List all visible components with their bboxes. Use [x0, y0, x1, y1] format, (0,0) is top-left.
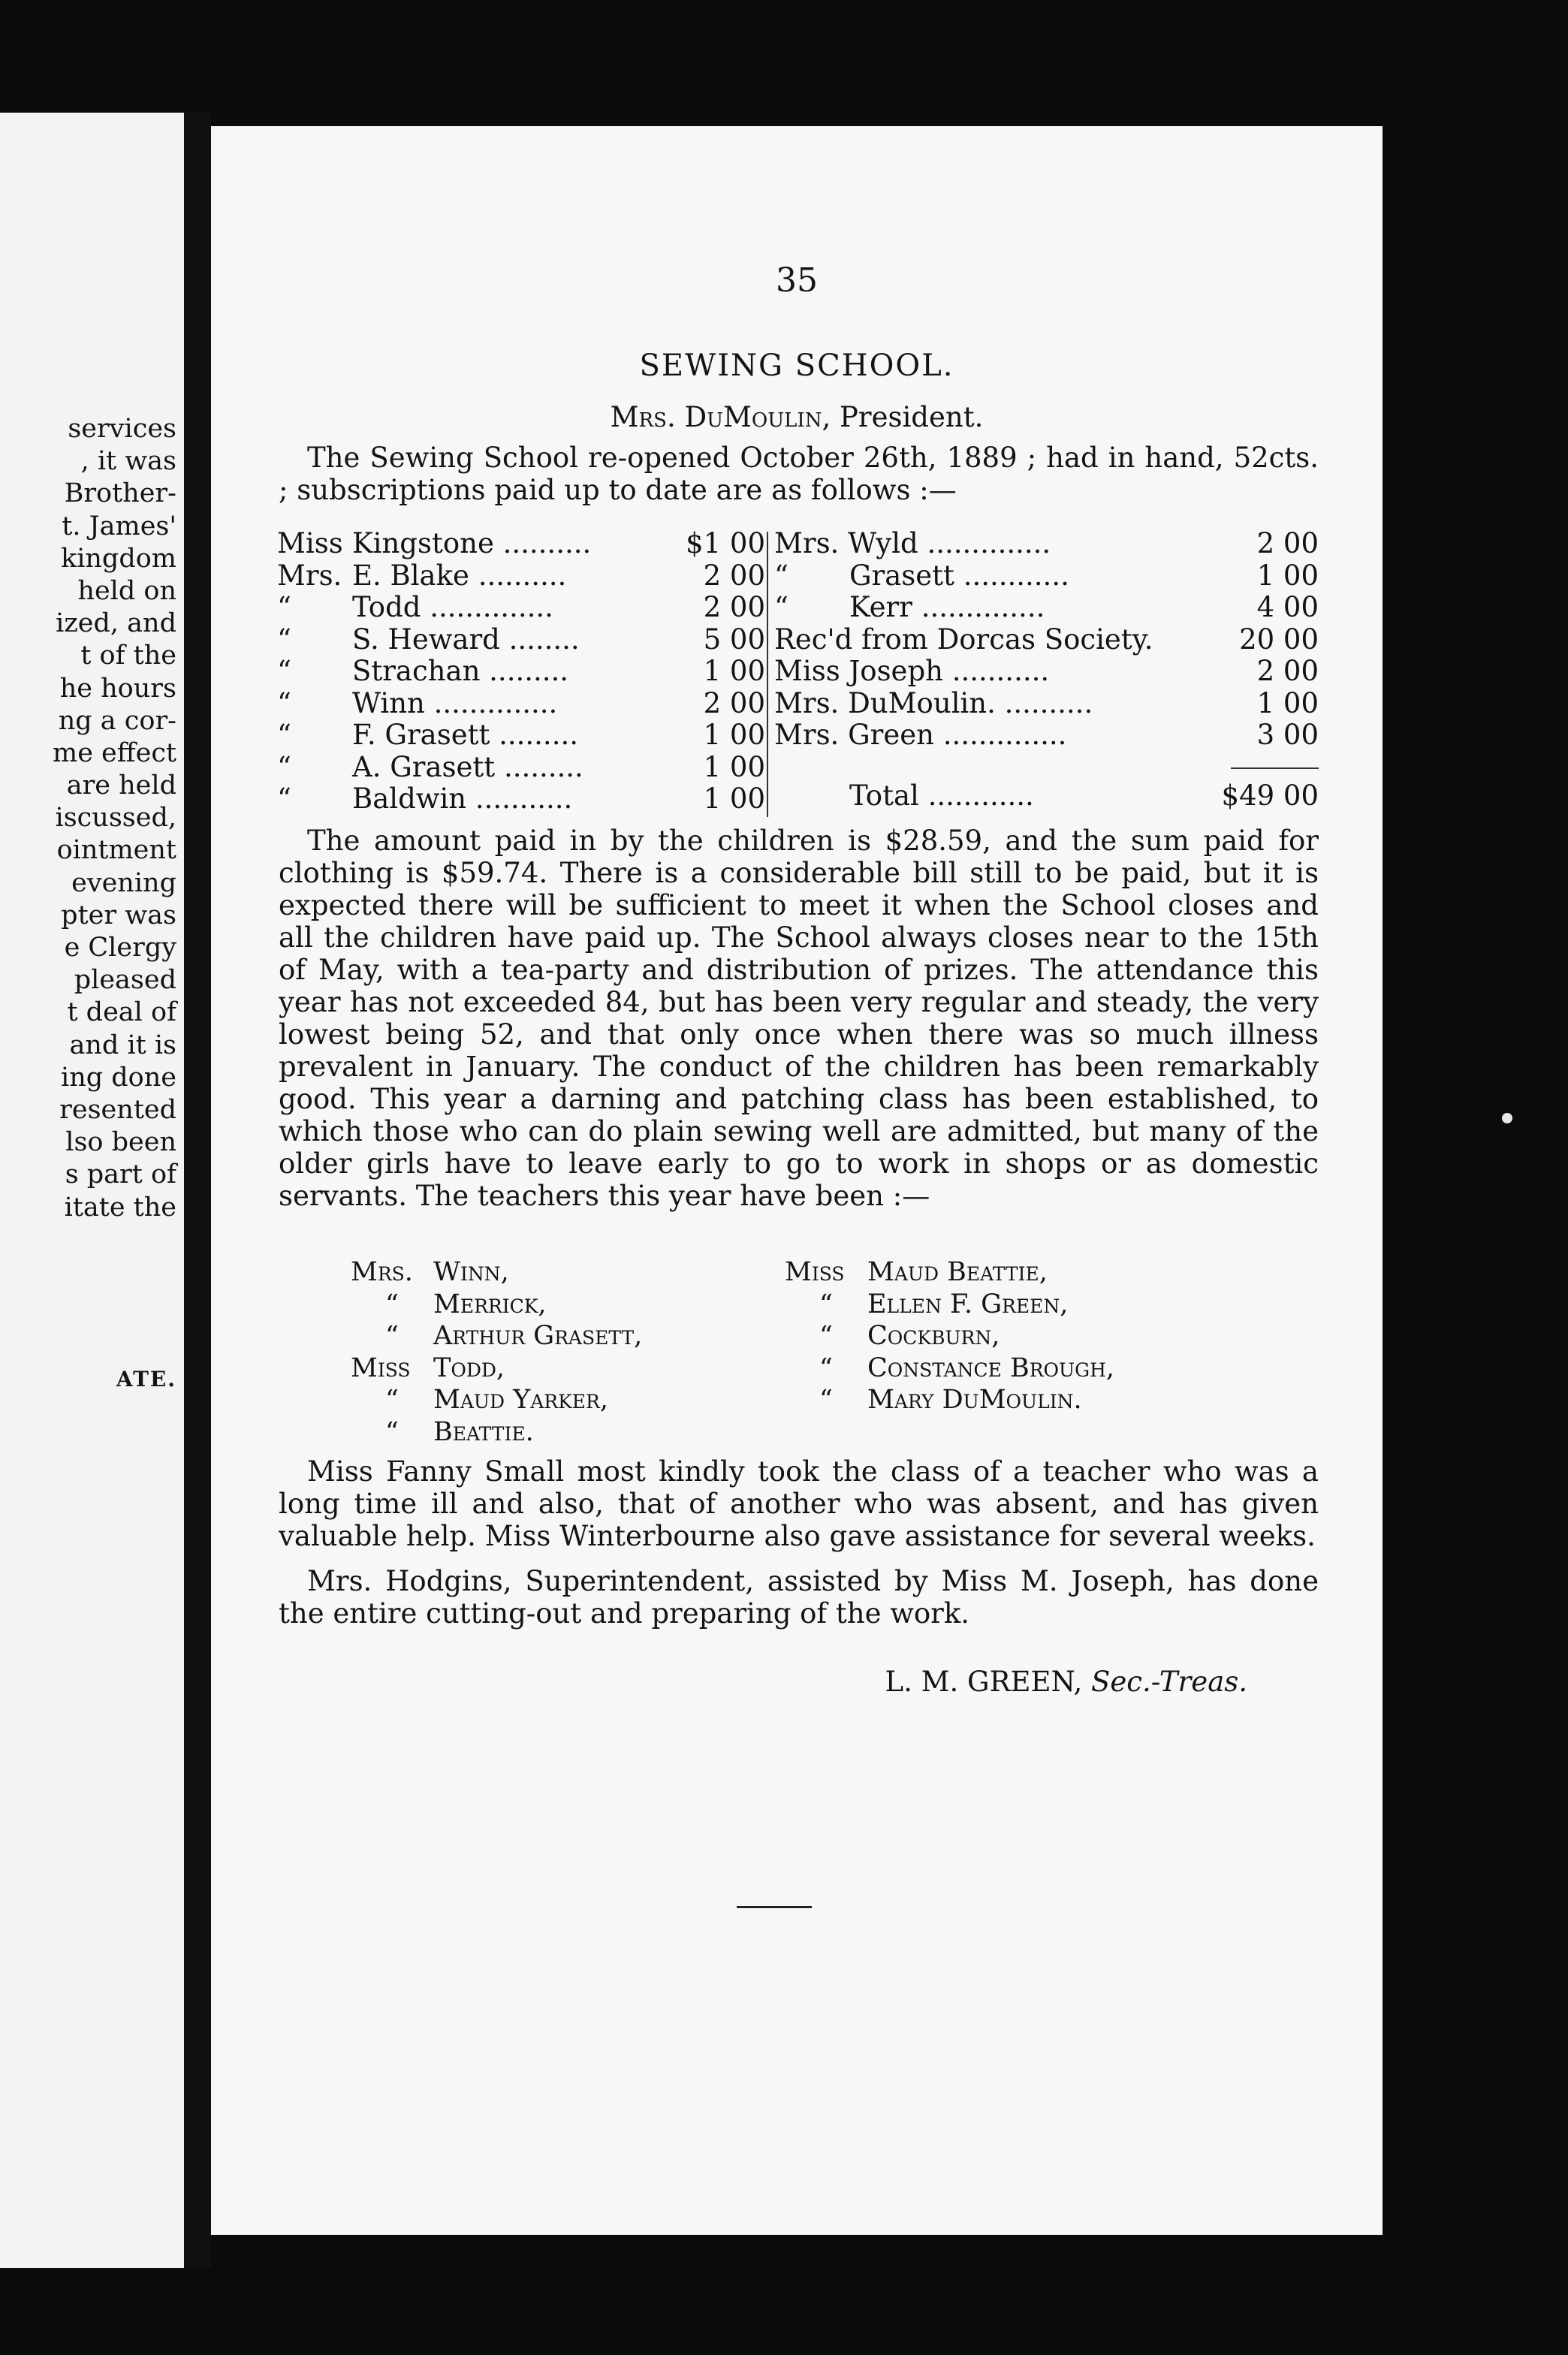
- teacher-entry: [785, 1257, 1114, 1289]
- teacher-prefix: “: [385, 1385, 399, 1415]
- total-rule: [1231, 767, 1319, 769]
- scan-artifact-dot: [1502, 1113, 1512, 1123]
- subscriber-prefix: “: [277, 750, 291, 783]
- teacher-name: Ellen F. Green,: [867, 1289, 1069, 1319]
- teacher-name: Arthur Grasett,: [433, 1321, 643, 1351]
- subscriber-name: Kerr: [849, 591, 912, 623]
- teacher-entry: [351, 1385, 642, 1417]
- president-line: [211, 401, 1383, 433]
- previous-page-line: held on: [77, 575, 176, 606]
- teacher-name: Beattie.: [433, 1416, 534, 1447]
- subscriber-name: Rec'd from Dorcas Society.: [774, 623, 1153, 656]
- teacher-entry: [351, 1257, 642, 1289]
- total-row: [774, 779, 1319, 812]
- subscriber-prefix: Miss: [277, 527, 343, 559]
- subscription-amount: 1 00: [1256, 559, 1319, 592]
- intro-paragraph: [279, 442, 1319, 506]
- president-role: President.: [839, 401, 984, 433]
- subscription-amount: 3 00: [1256, 719, 1319, 751]
- previous-page-line: evening: [71, 867, 176, 898]
- document-page: [211, 126, 1383, 2235]
- teacher-name: Winn,: [433, 1257, 509, 1287]
- section-heading: SEWING SCHOOL.: [639, 348, 954, 383]
- subscription-row: [774, 591, 1319, 623]
- teacher-entry: [351, 1417, 642, 1449]
- previous-page-line: are held: [66, 770, 176, 801]
- previous-page-line: and it is: [69, 1030, 176, 1060]
- subscriber-name: E. Blake: [352, 559, 469, 592]
- previous-page-line: he hours: [59, 673, 176, 704]
- subscription-row: [774, 655, 1319, 687]
- subscriber-prefix: Mrs.: [277, 559, 342, 592]
- previous-page-line: ng a cor-: [58, 705, 176, 736]
- previous-page-line: Brother-: [64, 478, 176, 509]
- subscription-row: [774, 623, 1319, 656]
- subscriber-prefix: “: [277, 686, 291, 719]
- total-label: Total: [849, 779, 919, 812]
- teacher-name: Cockburn,: [867, 1321, 1000, 1351]
- subscription-amount: $1 00: [686, 527, 765, 559]
- previous-page-line: pleased: [74, 965, 176, 996]
- previous-page-line: pter was: [61, 900, 176, 930]
- subscriber-prefix: “: [277, 719, 291, 751]
- leader-dots: .........: [489, 655, 569, 687]
- teacher-entry: [785, 1353, 1114, 1386]
- previous-page-line: kingdom: [60, 543, 176, 574]
- book-gutter: [184, 113, 211, 2268]
- previous-page-fragment: [0, 113, 184, 2268]
- previous-page-line: e Clergy: [64, 933, 176, 963]
- subscriber-name: A. Grasett: [352, 750, 496, 783]
- leader-dots: ...........: [475, 782, 573, 815]
- leader-dots: ..........: [1004, 686, 1093, 719]
- president-name: Mrs. DuMoulin,: [610, 401, 831, 433]
- previous-page-line: t of the: [80, 641, 176, 671]
- teacher-name: Mary DuMoulin.: [867, 1385, 1082, 1415]
- teachers-right-column: [785, 1257, 1114, 1417]
- teacher-name: Merrick,: [433, 1289, 547, 1319]
- subscription-amount: 2 00: [1256, 655, 1319, 687]
- subscription-row: [277, 719, 765, 751]
- subscriber-name: Winn: [352, 686, 425, 719]
- subscription-row: [277, 751, 765, 783]
- subscriber-prefix: “: [277, 782, 291, 815]
- previous-page-line: , it was: [80, 446, 176, 477]
- leader-dots: ..............: [430, 591, 553, 623]
- subscriber-name: Mrs. DuMoulin.: [774, 686, 996, 719]
- previous-page-line: ing done: [61, 1062, 176, 1093]
- subscriber-name: Kingstone: [352, 527, 494, 559]
- subscriber-name: F. Grasett: [352, 719, 490, 751]
- teacher-name: Todd,: [433, 1352, 505, 1383]
- previous-page-line: s part of: [65, 1159, 176, 1190]
- subscription-amount: 1 00: [703, 719, 765, 751]
- body-paragraph: [279, 825, 1319, 1212]
- teacher-prefix: “: [385, 1321, 399, 1351]
- total-amount: $49 00: [1221, 779, 1319, 812]
- subscription-row: [277, 591, 765, 623]
- assistance-text: Miss Fanny Small most kindly took the class of a teacher who was a long time ill and also, that of another who was absent, and has given valuable help. Miss Winterbourne also gave assistance for several weeks.: [279, 1455, 1319, 1552]
- leader-dots: ............: [963, 559, 1069, 592]
- teacher-entry: [785, 1321, 1114, 1353]
- previous-page-line: services: [68, 414, 176, 444]
- total-dots: ............: [927, 779, 1034, 812]
- superintendent-text: Mrs. Hodgins, Superintendent, assisted by Miss M. Joseph, has done the entire cutting-out and preparing of the work.: [279, 1565, 1319, 1630]
- subscriber-name: Strachan: [352, 655, 481, 687]
- subscription-row: [277, 655, 765, 687]
- teacher-entry: [351, 1321, 642, 1353]
- teacher-prefix: Mrs.: [351, 1257, 413, 1287]
- subscriber-prefix: “: [277, 655, 291, 687]
- signature-title: Sec.-Treas.: [1091, 1666, 1247, 1698]
- teacher-prefix: “: [819, 1352, 833, 1383]
- teachers-left-column: [351, 1257, 642, 1449]
- teacher-prefix: Miss: [785, 1257, 845, 1287]
- subscription-amount: 20 00: [1239, 623, 1319, 656]
- subscriber-name: S. Heward: [352, 623, 500, 656]
- previous-page-line: iscussed,: [55, 803, 176, 834]
- subscription-amount: 1 00: [703, 655, 765, 687]
- leader-dots: ..............: [927, 527, 1051, 559]
- subscription-row: [277, 559, 765, 592]
- teacher-name: Constance Brough,: [867, 1352, 1115, 1383]
- subscriber-prefix: “: [774, 559, 789, 592]
- teacher-prefix: “: [385, 1416, 399, 1447]
- subscription-amount: 2 00: [703, 686, 765, 719]
- teacher-entry: [785, 1385, 1114, 1417]
- previous-page-line: ointment: [56, 835, 176, 866]
- teacher-prefix: “: [819, 1385, 833, 1415]
- superintendent-paragraph: [279, 1565, 1319, 1630]
- previous-page-line: t deal of: [67, 997, 176, 1028]
- intro-text: The Sewing School re-opened October 26th, 1889 ; had in hand, 52cts. ; subscriptions paid up to date are as follows :—: [279, 442, 1319, 506]
- subscription-row: [277, 623, 765, 656]
- previous-page-line: itate the: [64, 1192, 176, 1223]
- subscription-row: [774, 687, 1319, 719]
- signature-name: L. M. GREEN,: [885, 1666, 1083, 1698]
- subscription-amount: 1 00: [703, 782, 765, 815]
- leader-dots: ..............: [433, 686, 558, 719]
- subscriber-prefix: “: [277, 623, 291, 656]
- subscription-row: [277, 782, 765, 815]
- teacher-entry: [351, 1289, 642, 1322]
- page-number: 35: [776, 261, 818, 300]
- leader-dots: .........: [503, 750, 583, 783]
- signature: [211, 1666, 1247, 1698]
- subscription-amount: 1 00: [1256, 686, 1319, 719]
- subscriber-prefix: “: [774, 591, 789, 623]
- teacher-prefix: “: [819, 1289, 833, 1319]
- leader-dots: ..........: [502, 527, 592, 559]
- teacher-prefix: “: [819, 1321, 833, 1351]
- teacher-prefix: “: [385, 1289, 399, 1319]
- previous-page-line: lso been: [65, 1127, 176, 1158]
- subscriptions-left-column: [277, 527, 765, 815]
- subscription-amount: 2 00: [1256, 527, 1319, 559]
- previous-page-text: [0, 413, 176, 1224]
- subscriber-prefix: “: [277, 591, 291, 623]
- subscription-row: [774, 719, 1319, 751]
- teacher-name: Maud Beattie,: [867, 1257, 1048, 1287]
- subscriber-name: Grasett: [849, 559, 954, 592]
- teacher-entry: [785, 1289, 1114, 1322]
- subscription-row: [277, 687, 765, 719]
- previous-page-line: resented: [59, 1094, 176, 1125]
- subscription-amount: 5 00: [703, 623, 765, 656]
- assistance-paragraph: [279, 1455, 1319, 1552]
- body-text: The amount paid in by the children is $28.59, and the sum paid for clothing is $59.74. There is a considerable bill still to be paid, but it is expected there will be sufficient to meet it when the School closes and all the children have paid up. The School always closes near to the 15th of May, with a tea-party and distribution of prizes. The attendance this year has not exceeded 84, but has been very regular and steady, the very lowest being 52, and that only once when there was so much illness prevalent in January. The conduct of the children has been remarkably good. This year a darning and patching class has been established, to which those who can do plain sewing well are admitted, but many of the older girls have to leave early to go to work in shops or as domestic servants. The teachers this year have been :—: [279, 825, 1319, 1212]
- leader-dots: ..............: [942, 719, 1067, 751]
- column-divider: [767, 532, 768, 817]
- previous-page-line: t. James': [62, 511, 176, 541]
- leader-dots: ..........: [478, 559, 567, 592]
- subscription-amount: 2 00: [703, 591, 765, 623]
- subscription-amount: 4 00: [1256, 591, 1319, 623]
- leader-dots: ...........: [951, 655, 1050, 687]
- teacher-prefix: Miss: [351, 1352, 411, 1383]
- subscription-row: [774, 559, 1319, 592]
- end-rule: [737, 1906, 812, 1908]
- subscriber-name: Miss Joseph: [774, 655, 943, 687]
- subscription-row: [774, 527, 1319, 559]
- teacher-entry: [351, 1353, 642, 1386]
- previous-page-line: ized, and: [56, 608, 176, 639]
- previous-page-bottom-text: ATE.: [116, 1367, 176, 1392]
- subscriber-name: Mrs. Green: [774, 719, 934, 751]
- subscription-row: [277, 527, 765, 559]
- subscription-amount: 1 00: [703, 750, 765, 783]
- subscriber-name: Todd: [352, 591, 421, 623]
- subscriptions-right-column: [774, 527, 1319, 751]
- subscriber-name: Mrs. Wyld: [774, 527, 918, 559]
- leader-dots: ........: [508, 623, 580, 656]
- previous-page-line: me effect: [53, 737, 176, 768]
- teacher-name: Maud Yarker,: [433, 1385, 608, 1415]
- leader-dots: .........: [499, 719, 578, 751]
- subscription-amount: 2 00: [703, 559, 765, 592]
- subscriber-name: Baldwin: [352, 782, 467, 815]
- leader-dots: ..............: [921, 591, 1045, 623]
